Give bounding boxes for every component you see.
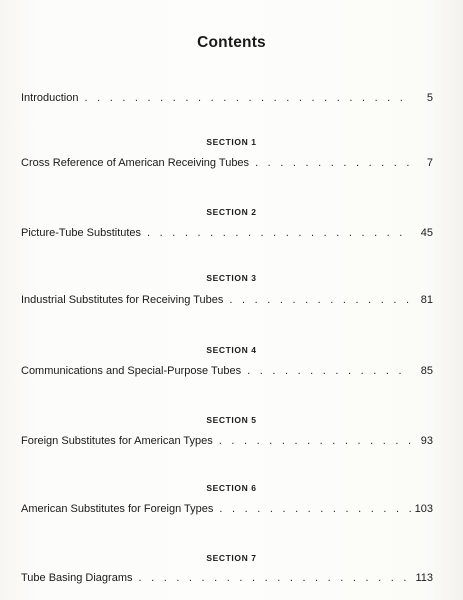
toc-entry-page: 103 [414,503,433,515]
toc-entry-introduction[interactable] [21,92,433,108]
toc-entry-page: 81 [420,294,433,306]
section-heading-3: SECTION 3 [206,273,257,283]
section-heading-2: SECTION 2 [206,207,257,217]
toc-entry-page: 7 [426,157,433,169]
toc-entry-page: 5 [426,92,433,104]
dot-leader [251,157,411,169]
toc-entry-section-4[interactable] [21,365,433,381]
toc-entry-page: 93 [420,435,433,447]
toc-entry-label: Introduction [21,92,79,104]
toc-entry-label: Communications and Special-Purpose Tubes [21,365,242,377]
toc-entry-section-7[interactable] [21,572,433,588]
section-heading-5: SECTION 5 [206,415,257,425]
toc-entry-section-6[interactable] [21,503,433,519]
section-heading-7: SECTION 7 [206,553,257,563]
toc-entry-label: Foreign Substitutes for American Types [21,435,213,447]
dot-leader [215,435,411,447]
toc-entry-label: American Substitutes for Foreign Types [21,503,214,515]
toc-entry-page: 113 [415,572,433,584]
toc-entry-section-1[interactable] [21,157,433,173]
toc-entry-label: Cross Reference of American Receiving Tubes [21,157,250,169]
section-heading-1: SECTION 1 [206,137,257,147]
dot-leader [143,227,411,239]
dot-leader [243,365,411,377]
page-title: Contents [197,34,266,51]
toc-entry-section-3[interactable] [21,294,433,310]
toc-entry-page: 85 [420,365,433,377]
toc-entry-label: Picture-Tube Substitutes [21,227,142,239]
toc-entry-label: Tube Basing Diagrams [21,572,133,584]
toc-entry-section-5[interactable] [21,435,433,451]
toc-entry-section-2[interactable] [21,227,433,243]
toc-entry-label: Industrial Substitutes for Receiving Tubes [21,294,224,306]
dot-leader [225,294,411,306]
dot-leader [80,92,411,104]
section-heading-4: SECTION 4 [206,345,257,355]
dot-leader [134,572,411,584]
dot-leader [215,503,410,515]
toc-entry-page: 45 [420,227,433,239]
section-heading-6: SECTION 6 [206,483,257,493]
